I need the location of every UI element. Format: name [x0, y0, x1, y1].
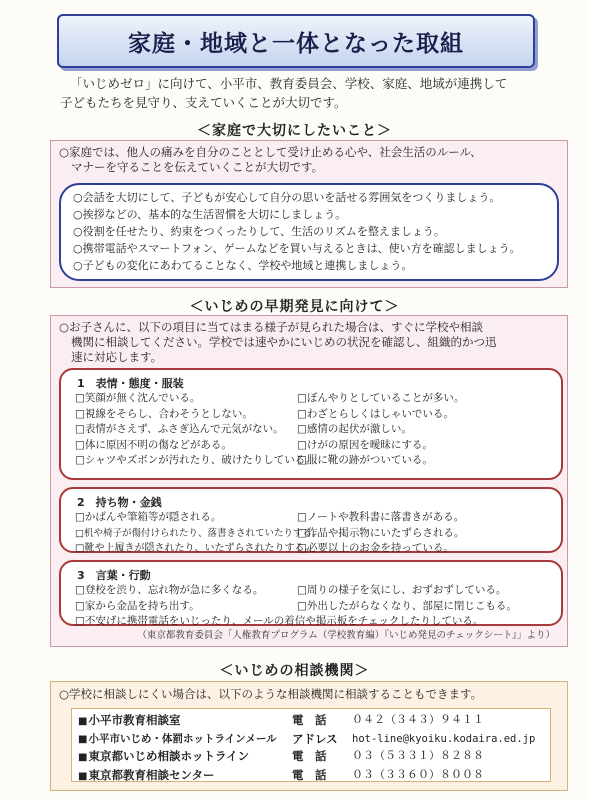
check-item: □笑顔が無く沈んでいる。 [75, 392, 201, 404]
contact-label: 電 話 [292, 713, 327, 727]
early-lead-line: 機関に相談してください。学校では速やかにいじめの状況を確認し、組織的かつ迅 [71, 335, 497, 349]
early-lead-line: ○お子さんに、以下の項目に当てはまる様子が見られた場合は、すぐに学校や相談 [59, 320, 484, 334]
home-tip: ○携帯電話やスマートフォン、ゲームなどを買い与えるときは、使い方を確認しましょう。 [73, 242, 521, 255]
category-items [75, 583, 553, 614]
home-panel [50, 140, 568, 288]
intro-line: 子どもたちを見守り、支えていくことが大切です。 [60, 95, 347, 110]
early-section-heading: ＜いじめの早期発見に向けて＞ [189, 299, 400, 315]
category-box-2 [59, 487, 563, 553]
category-title: 3 言葉・行動 [77, 569, 151, 582]
consult-lead: ○学校に相談しにくい場合は、以下のような相談機関に相談することもできます。 [59, 687, 483, 701]
check-item: □靴や上履きが隠されたり、いたずらされたりする。 [75, 543, 315, 554]
consult-section-heading: ＜いじめの相談機関＞ [219, 663, 370, 679]
check-item: □感情の起伏が激しい。 [297, 423, 412, 435]
check-item: □ノートや教科書に落書きがある。 [297, 511, 465, 523]
early-lead [59, 320, 559, 365]
home-tip: ○会話を大切にして、子どもが安心して自分の思いを話せる雰囲気をつくりましょう。 [73, 191, 501, 204]
check-item: □ぼんやりとしていることが多い。 [297, 392, 465, 404]
check-item: □家から金品を持ち出す。 [75, 599, 200, 612]
contact-value: ０３（５３３１）８２８８ [352, 749, 484, 762]
page-title: 家庭・地域と一体となった取組 [128, 30, 464, 57]
contact-name: ■ 小平市いじめ・体罰ホットラインメール [78, 731, 292, 749]
home-tip: ○挨拶などの、基本的な生活習慣を大切にしましょう。 [73, 208, 347, 221]
category-title: 2 持ち物・金銭 [77, 496, 162, 509]
check-item: □机や椅子が傷付けられたり、落書きされていたりする。 [75, 527, 322, 539]
contact-label: 電 話 [292, 749, 327, 763]
source-note: （東京都教育委員会「人権教育プログラム（学校教育編）『いじめ発見のチェックシート』」より） [137, 630, 555, 641]
home-section-heading: ＜家庭で大切にしたいこと＞ [197, 123, 392, 139]
check-item: □周りの様子を気にし、おずおずしている。 [297, 584, 507, 596]
category-box-3 [59, 560, 563, 626]
contact-label: 電 話 [292, 767, 327, 782]
home-lead-line: ○家庭では、他人の痛みを自分のこととして受け止める心や、社会生活のルール、 [59, 145, 482, 159]
contact-name: ■ 小平市教育相談室 [78, 712, 292, 731]
contact-row [78, 731, 544, 749]
check-item: □登校を渋り、忘れ物が急に多くなる。 [75, 584, 264, 596]
contact-row [78, 767, 544, 786]
contact-value: ０４２（３４３）９４１１ [352, 713, 484, 726]
page-title-banner [57, 14, 535, 68]
category-items [75, 510, 553, 557]
early-panel [50, 315, 568, 647]
contact-label: アドレス [292, 731, 338, 746]
check-item: □わざとらしくはしゃいでいる。 [297, 407, 454, 420]
contact-value: ０３（３３６０）８００８ [352, 767, 484, 781]
check-item: □シャツやズボンが汚れたり、破けたりしている。 [75, 454, 316, 466]
home-tips-box [59, 183, 559, 281]
category-box-1 [59, 368, 563, 480]
check-item: □必要以上のお金を持っている。 [297, 542, 454, 554]
home-lead-line: マナーを守ることを伝えていくことが大切です。 [71, 160, 324, 174]
category-title: 1 表情・態度・服装 [77, 377, 184, 390]
category-items [75, 391, 553, 469]
check-item: □視線をそらし、合わそうとしない。 [75, 407, 253, 420]
home-tip: ○役割を任せたり、約束をつくったりして、生活のリズムを整えましょう。 [73, 225, 445, 238]
home-tip: ○子どもの変化にあわてることなく、学校や地域と連携しましょう。 [73, 259, 413, 272]
contact-name: ■ 東京都いじめ相談ホットライン [78, 748, 292, 767]
intro-line: 「いじめゼロ」に向けて、小平市、教育委員会、学校、家庭、地域が連携して [70, 76, 508, 91]
check-item: □作品や掲示物にいたずらされる。 [297, 526, 465, 539]
contact-row [78, 748, 544, 767]
check-item: □服に靴の跡がついている。 [297, 454, 433, 466]
check-item: □けがの原因を曖昧にする。 [297, 438, 433, 451]
early-lead-line: 速に対応します。 [71, 350, 163, 364]
contact-list [71, 708, 551, 782]
contact-row [78, 712, 544, 731]
check-item: □体に原因不明の傷などがある。 [75, 438, 232, 451]
home-lead [59, 145, 559, 175]
check-item: □かばんや筆箱等が隠される。 [75, 511, 222, 523]
check-item: □表情がさえず、ふさぎ込んで元気がない。 [75, 423, 284, 435]
consult-panel [50, 681, 568, 791]
check-item: □不安げに携帯電話をいじったり、メールの着信や掲示板をチェックしたりしている。 [75, 615, 484, 627]
contact-name: ■ 東京都教育相談センター [78, 767, 292, 786]
contact-value: hot-line@kyoiku.kodaira.ed.jp [352, 732, 536, 745]
check-item: □外出したがらなくなり、部屋に閉じこもる。 [297, 599, 517, 612]
intro-text [60, 74, 560, 112]
